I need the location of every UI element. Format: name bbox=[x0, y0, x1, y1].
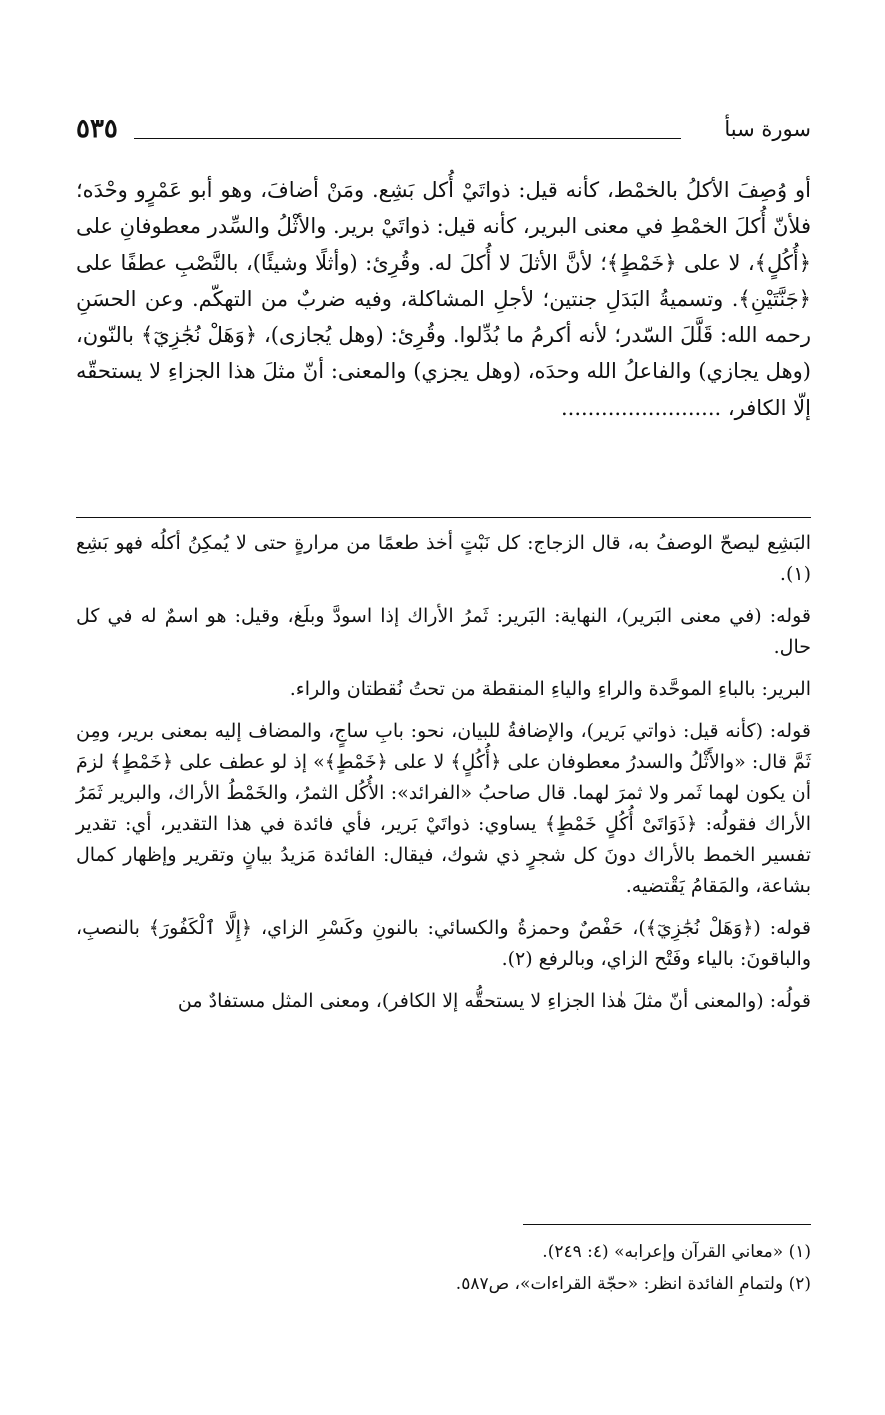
text-separator-rule bbox=[76, 517, 811, 518]
main-text bbox=[76, 172, 811, 426]
page-header bbox=[76, 112, 811, 148]
commentary-paragraph: قوله: (كأنه قيل: ذواتي بَرير)، والإضافةُ للبيان، نحو: بابِ ساجٍ، والمضاف إليه بمعنى برير، ومِن ثَمَّ قال: «والأَثْلُ والسدرُ معطوفان على ﴿أُكُلٍ﴾ لا على ﴿خَمْطٍ﴾» إذ لو عطف على ﴿خَمْطٍ﴾ لزمَ أن يكون لهما ثَمر ولا ثمرَ لهما. قال صاحبُ «الفرائد»: الأُكُل الثمرُ، والخَمْطُ الأراك، والبرير ثَمَرُ الأراك فقولُه: ﴿ذَوَاتَىْ أُكُلٍ خَمْطٍ﴾ يساوي: ذواتَيْ بَرير، فأي فائدة في هذا التقدير، أي: تقدير تفسير الخمط بالأراك دونَ كل شجرٍ ذي شوك، فيقال: الفائدة مَزيدُ بيانٍ وتقرير وإظهار كمال بشاعة، والمَقامُ يَقْتضيه. bbox=[76, 720, 811, 897]
footnote-rule bbox=[523, 1224, 811, 1225]
commentary-paragraph: قوله: (في معنى البَرير)، النهاية: البَرير: ثَمرُ الأراك إذا اسودَّ وبلَغ، وقيل: هو اسمٌ له في كل حال. bbox=[76, 605, 811, 658]
commentary-section bbox=[76, 528, 811, 1028]
header-rule bbox=[134, 138, 681, 139]
page-number: ٥٣٥ bbox=[76, 114, 118, 144]
commentary-paragraph: البرير: بالباءِ الموحَّدة والراءِ والياءِ المنقطة من تحتُ نُقطتان والراء. bbox=[289, 678, 811, 700]
commentary-paragraph: قولُه: (والمعنى أنّ مثلَ هٰذا الجزاءِ لا يستحقُّه إلا الكافر)، ومعنى المثل مستفادٌ من bbox=[177, 990, 811, 1012]
commentary-paragraph: البَشِع ليصحّ الوصفُ به، قال الزجاج: كل نَبْتٍ أخذ طعمًا من مرارةٍ حتى لا يُمكِنُ أكلُه فهو بَشِع (١). bbox=[76, 532, 811, 585]
footnote-item: (٢) ولتمامِ الفائدة انظر: «حجّة القراءات»، ص٥٨٧. bbox=[455, 1274, 811, 1294]
main-paragraph: أو وُصِفَ الأكلُ بالخمْط، كأنه قيل: ذواتَيْ أُكل بَشِع. ومَنْ أضافَ، وهو أبو عَمْرٍو وحْدَه؛ فلأنّ أُكلَ الخمْطِ في معنى البرير، كأنه قيل: ذواتَيْ برير. والأثْلُ والسِّدر معطوفانِ على ﴿أُكُلٍ﴾، لا على ﴿خَمْطٍ﴾؛ لأنَّ الأثلَ لا أُكلَ له. وقُرِئ: (وأثلًا وشيئًا)، بالنَّصْبِ عطفًا على ﴿جَنَّتَيْنِ﴾. وتسميةُ البَدَلِ جنتين؛ لأجلِ المشاكلة، وفيه ضربٌ من التهكّم. وعن الحسَنِ رحمه الله: قَلَّلَ السّدر؛ لأنه أكرمُ ما بُدِّلوا. وقُرِئ: (وهل يُجازى)، ﴿وَهَلْ نُجَٰزِيٓ﴾ بالنّون، (وهل يجازي) والفاعلُ الله وحدَه، (وهل يجزي) والمعنى: أنّ مثلَ هذا الجزاءِ لا يستحقّه إلّا الكافر، ........................ bbox=[76, 178, 811, 420]
running-title: سورة سبأ bbox=[724, 117, 811, 141]
footnotes bbox=[76, 1236, 811, 1300]
footnote-item: (١) «معاني القرآن وإعرابه» (٤: ٢٤٩). bbox=[542, 1242, 811, 1262]
commentary-paragraph: قوله: (﴿وَهَلْ نُجَٰزِيٓ﴾)، حَفْصٌ وحمزةُ والكسائي: بالنونِ وكَسْرِ الزاي، ﴿إِلَّا ٱلْكَفُورَ﴾ بالنصبِ، والباقونَ: بالياء وفَتْح الزاي، وبالرفع (٢). bbox=[76, 917, 811, 970]
